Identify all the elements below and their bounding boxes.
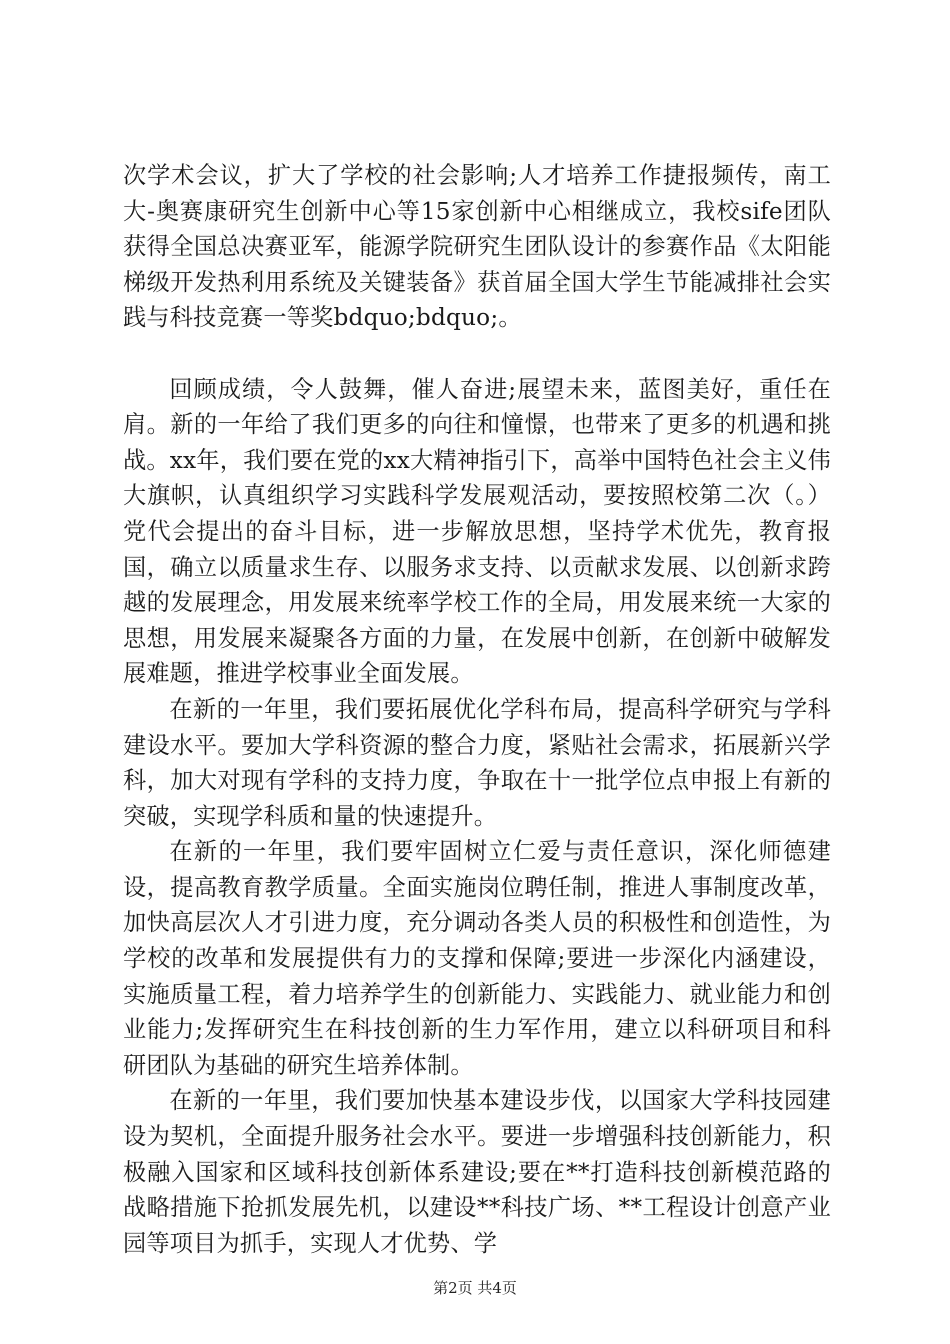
paragraph-3: 在新的一年里，我们要拓展优化学科布局，提高科学研究与学科建设水平。要加大学科资源的整合力度，紧贴社会需求，拓展新兴学科，加大对现有学科的支持力度，争取在十一批学位点申报上有新的突破，实现学科质和量的快速提升。 (123, 695, 831, 830)
paragraph-5: 在新的一年里，我们要加快基本建设步伐，以国家大学科技园建设为契机，全面提升服务社会水平。要进一步增强科技创新能力，积极融入国家和区域科技创新体系建设;要在**打造科技创新模范路的战略措施下抢抓发展先机，以建设**科技广场、**工程设计创意产业园等项目为抓手，实现人才优势、学 (123, 1087, 831, 1257)
page-number-footer: 第2页 共4页 (433, 1279, 517, 1297)
paragraph-4: 在新的一年里，我们要牢固树立仁爱与责任意识，深化师德建设，提高教育教学质量。全面实施岗位聘任制，推进人事制度改革，加快高层次人才引进力度，充分调动各类人员的积极性和创造性，为学校的改革和发展提供有力的支撑和保障;要进一步深化内涵建设，实施质量工程，着力培养学生的创新能力、实践能力、就业能力和创业能力;发挥研究生在科技创新的生力军作用，建立以科研项目和科研团队为基础的研究生培养体制。 (123, 838, 831, 1079)
document-body (123, 158, 831, 1261)
paragraph-2: 回顾成绩，令人鼓舞，催人奋进;展望未来，蓝图美好，重任在肩。新的一年给了我们更多的向往和憧憬，也带来了更多的机遇和挑战。xx年，我们要在党的xx大精神指引下，高举中国特色社会主义伟大旗帜，认真组织学习实践科学发展观活动，要按照校第二次（。）党代会提出的奋斗目标，进一步解放思想，坚持学术优先，教育报国，确立以质量求生存、以服务求支持、以贡献求发展、以创新求跨越的发展理念，用发展来统率学校工作的全局，用发展来统一大家的思想，用发展来凝聚各方面的力量，在发展中创新，在创新中破解发展难题，推进学校事业全面发展。 (123, 375, 831, 688)
paragraph-spacer (123, 336, 831, 372)
paragraph-1: 次学术会议，扩大了学校的社会影响;人才培养工作捷报频传，南工大-奥赛康研究生创新中心等15家创新中心相继成立，我校sife团队获得全国总决赛亚军，能源学院研究生团队设计的参赛作品《太阳能梯级开发热利用系统及关键装备》获首届全国大学生节能减排社会实践与科技竞赛一等奖bdquo;bdquo;。 (123, 162, 831, 332)
